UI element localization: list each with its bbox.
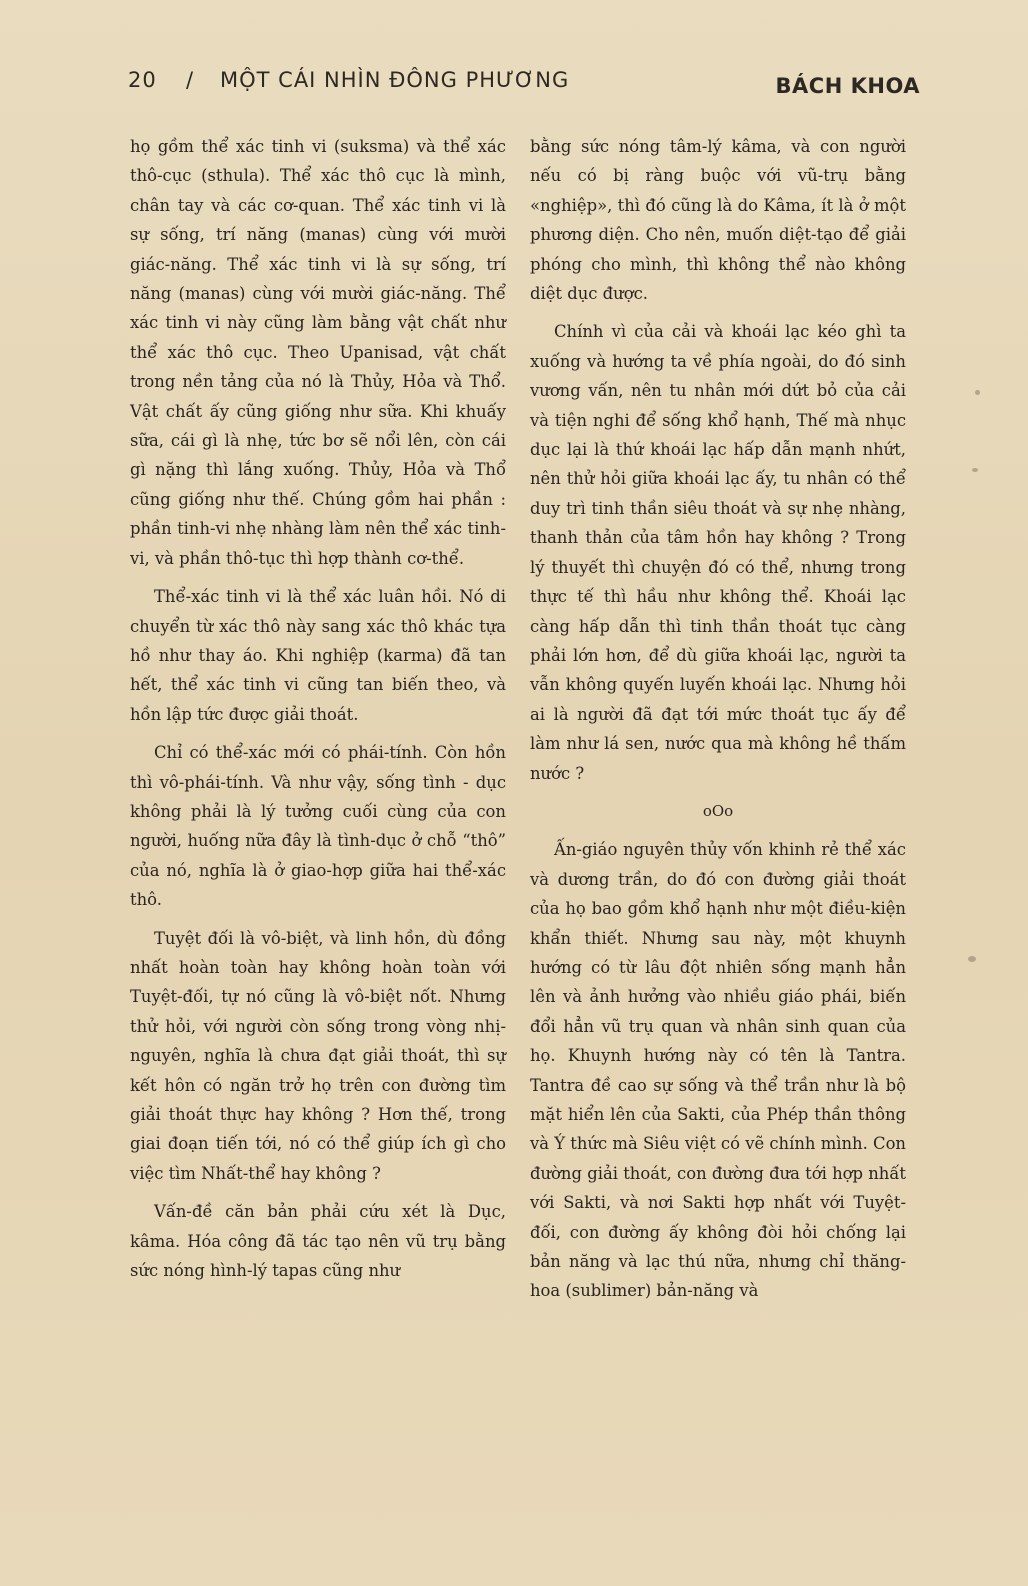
page-number: 20 xyxy=(128,68,157,92)
paper-blemish xyxy=(972,468,978,472)
paper-blemish xyxy=(968,956,976,962)
paragraph: Tuyệt đối là vô-biệt, và linh hồn, dù đồng nhất hoàn toàn hay không hoàn toàn với Tuyệt-đối, tự nó cũng là vô-biệt nốt. Nhưng thử hỏi, với người còn sống trong vòng nhị-nguyên, nghĩa là chưa đạt giải thoát, thì sự kết hôn có ngăn trở họ trên con đường tìm giải thoát thực hay không ? Hơn thế, trong giai đoạn tiến tới, nó có thể giúp ích gì cho việc tìm Nhất-thể hay không ? xyxy=(130,928,506,1183)
paragraph: Thể-xác tinh vi là thể xác luân hồi. Nó di chuyển từ xác thô này sang xác thô khác tựa hồ như thay áo. Khi nghiệp (karma) đã tan hết, thể xác tinh vi cũng tan biến theo, và hồn lập tức được giải thoát. xyxy=(130,587,506,724)
paper-blemish xyxy=(975,390,980,395)
header-separator: / xyxy=(186,68,195,92)
paragraph: bằng sức nóng tâm-lý kâma, và con người nếu có bị ràng buộc với vũ-trụ bằng «nghiệp», thì đó cũng là do Kâma, ít là ở một phương diện. Cho nên, muốn diệt-tạo để giải phóng cho mình, thì không thể nào không diệt dục được. xyxy=(530,137,906,304)
section-divider: oOo xyxy=(702,801,734,820)
paragraph: Ấn-giáo nguyên thủy vốn khinh rẻ thể xác và dương trần, do đó con đường giải thoát của họ bao gồm khổ hạnh như một điều-kiện khẩn thiết. Nhưng sau này, một khuynh hướng có từ lâu đột nhiên sống mạnh hẳn lên và ảnh hưởng vào nhiều giáo phái, biến đổi hẳn vũ trụ quan và nhân sinh quan của họ. Khuynh hướng này có tên là Tantra. Tantra đề cao sự sống và thể trần như là bộ mặt hiển lên của Sakti, của Phép thần thông và Ý thức mà Siêu việt có vẽ chính mình. Con đường giải thoát, con đường đưa tới hợp nhất với Sakti, và nơi Sakti hợp nhất với Tuyệt-đối, con đường ấy không đòi hỏi chống lại bản năng và lạc thú nữa, nhưng chỉ thăng-hoa (sublimer) bản-năng và xyxy=(530,840,906,1301)
left-column xyxy=(130,132,506,1294)
magazine-name: BÁCH KHOA xyxy=(775,74,920,98)
article-title: MỘT CÁI NHÌN ĐÔNG PHƯƠNG xyxy=(220,68,570,92)
paragraph: Vấn-đề căn bản phải cứu xét là Dục, kâma. Hóa công đã tác tạo nên vũ trụ bằng sức nóng hình-lý tapas cũng như xyxy=(130,1202,506,1281)
right-column xyxy=(530,132,906,1315)
paragraph: họ gồm thể xác tinh vi (suksma) và thể xác thô-cục (sthula). Thể xác thô cục là mình, chân tay và các cơ-quan. Thể xác tinh vi là sự sống, trí năng (manas) cùng với mười giác-năng. Thể xác tinh vi là sự sống, trí năng (manas) cùng với mười giác-năng. Thể xác tinh vi này cũng làm bằng vật chất như thể xác thô cục. Theo Upanisad, vật chất trong nền tảng của nó là Thủy, Hỏa và Thổ. Vật chất ấy cũng giống như sữa. Khi khuấy sữa, cái gì là nhẹ, tức bơ sẽ nổi lên, còn cái gì nặng thì lắng xuống. Thủy, Hỏa và Thổ cũng giống như thế. Chúng gồm hai phần : phần tinh-vi nhẹ nhàng làm nên thể xác tinh-vi, và phần thô-tục thì hợp thành cơ-thể. xyxy=(130,137,506,568)
paragraph: Chỉ có thể-xác mới có phái-tính. Còn hồn thì vô-phái-tính. Và như vậy, sống tình - dục không phải là lý tưởng cuối cùng của con người, huống nữa đây là tình-dục ở chỗ “thô” của nó, nghĩa là ở giao-hợp giữa hai thể-xác thô. xyxy=(130,743,506,910)
paragraph: Chính vì của cải và khoái lạc kéo ghì ta xuống và hướng ta về phía ngoài, do đó sinh vương vấn, nên tu nhân mới dứt bỏ của cải và tiện nghi để sống khổ hạnh, Thế mà nhục dục lại là thứ khoái lạc hấp dẫn mạnh nhứt, nên thử hỏi giữa khoái lạc ấy, tu nhân có thể duy trì tinh thần siêu thoát và sự nhẹ nhàng, thanh thản của tâm hồn hay không ? Trong lý thuyết thì chuyện đó có thể, nhưng trong thực tế thì hầu như không thể. Khoái lạc càng hấp dẫn thì tinh thần thoát tục càng phải lớn hơn, để dù giữa khoái lạc, người ta vẫn không quyến luyến khoái lạc. Nhưng hỏi ai là người đã đạt tới mức thoát tục ấy để làm như lá sen, nước qua mà không hề thấm nước ? xyxy=(530,322,906,783)
running-header xyxy=(128,68,920,108)
